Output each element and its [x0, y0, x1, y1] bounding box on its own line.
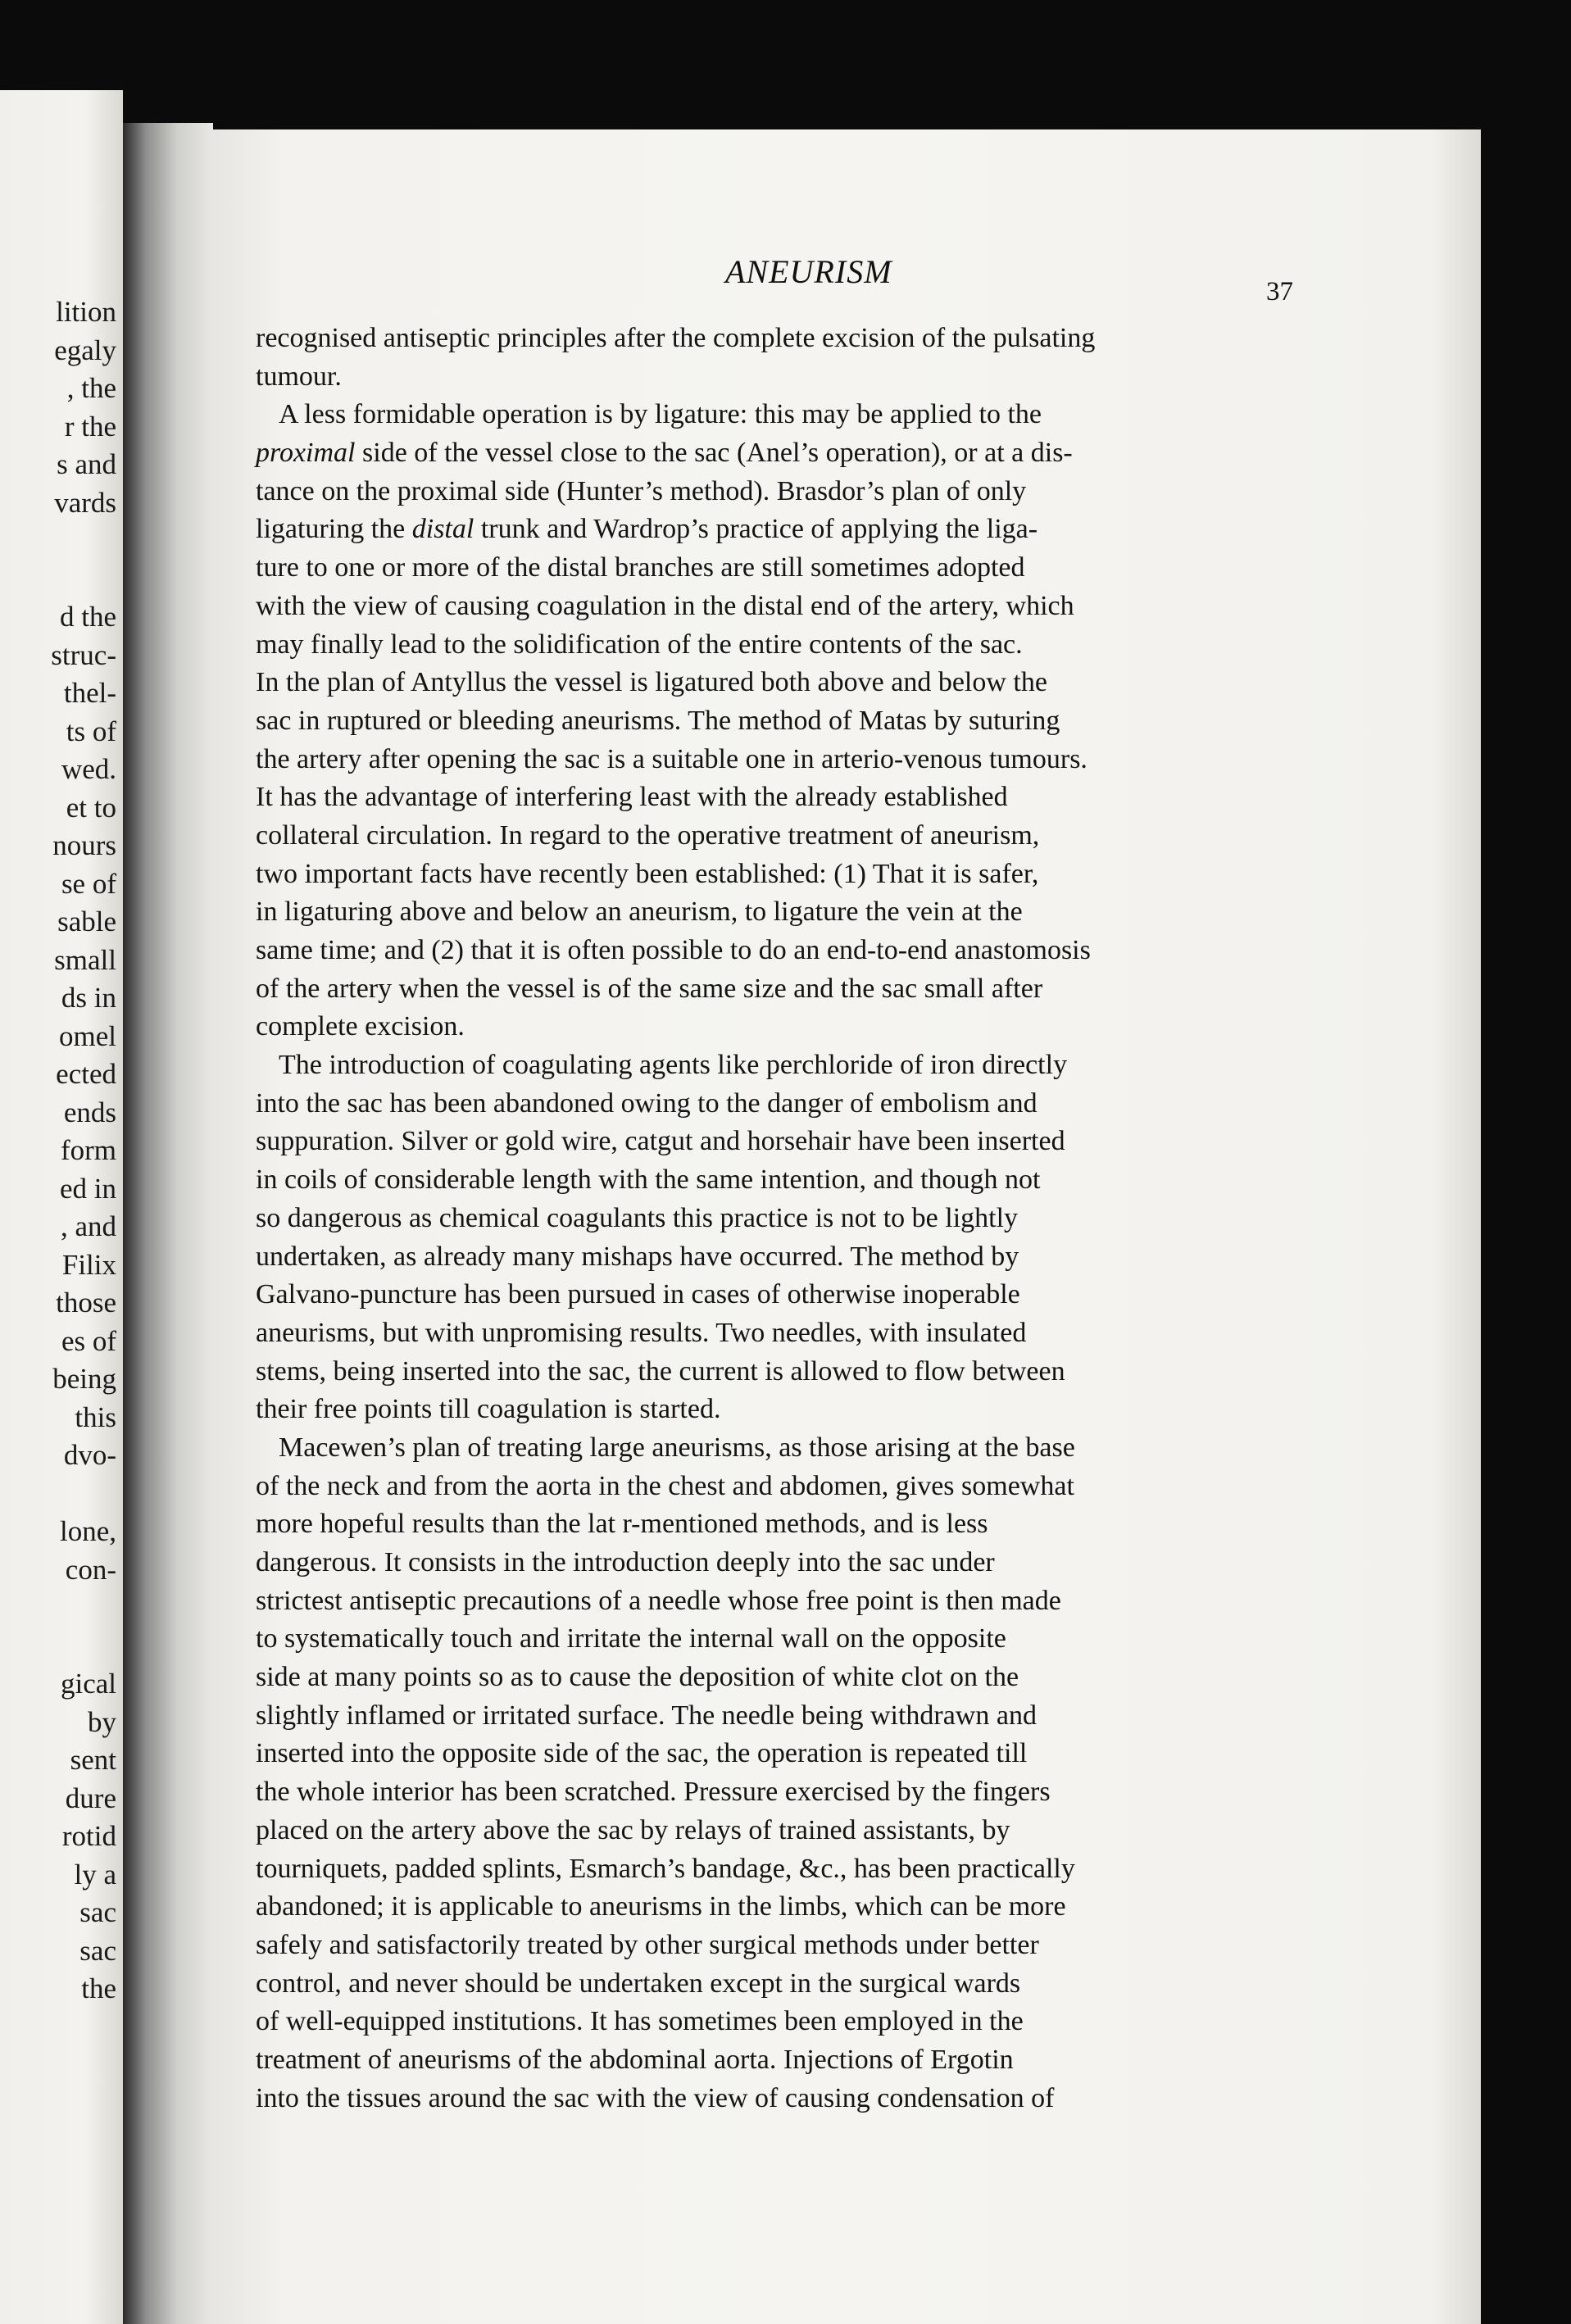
text-line: A less formidable operation is by ligature: this may be applied to the	[279, 399, 1042, 430]
left-facing-page	[0, 90, 123, 2324]
text-line: slightly inflamed or irritated surface. The needle being withdrawn and	[256, 1700, 1037, 1731]
text-line: side at many points so as to cause the deposition of white clot on the	[256, 1662, 1019, 1693]
left-page-fragment	[0, 1475, 116, 1514]
text-line: tumour.	[256, 361, 342, 392]
text-line: with the view of causing coagulation in the distal end of the artery, which	[256, 590, 1074, 621]
text-line: abandoned; it is applicable to aneurisms in the limbs, which can be more	[256, 1891, 1066, 1922]
text-line: sac in ruptured or bleeding aneurisms. The method of Matas by suturing	[256, 705, 1060, 736]
text-line: in ligaturing above and below an aneurism, to ligature the vein at the	[256, 896, 1023, 928]
italic-term: distal	[411, 514, 474, 545]
left-page-fragment	[0, 522, 116, 561]
text-line: treatment of aneurisms of the abdominal aorta. Injections of Ergotin	[256, 2044, 1014, 2075]
left-page-fragment	[0, 561, 116, 599]
left-page-fragment: sent	[70, 1744, 116, 1776]
text-line: two important facts have recently been established: (1) That it is safer,	[256, 858, 1039, 889]
text-line: collateral circulation. In regard to the operative treatment of aneurism,	[256, 819, 1040, 851]
text-line: to systematically touch and irritate the internal wall on the opposite	[256, 1623, 1006, 1654]
book-page	[209, 129, 1481, 2324]
left-page-fragment: lition	[56, 296, 116, 328]
left-page-fragment	[0, 1627, 116, 1666]
text-line: of well-equipped institutions. It has sometimes been employed in the	[256, 2006, 1024, 2037]
text-line: strictest antiseptic precautions of a needle whose free point is then made	[256, 1585, 1061, 1616]
text-line: same time; and (2) that it is often possible to do an end-to-end anastomosis	[256, 935, 1091, 965]
text-line	[256, 434, 1313, 473]
text-line: recognised antiseptic principles after the complete excision of the pulsating	[256, 323, 1096, 353]
text-line	[256, 511, 1313, 549]
text-line: In the plan of Antyllus the vessel is ligatured both above and below the	[256, 667, 1047, 698]
text-line: the whole interior has been scratched. Pressure exercised by the fingers	[256, 1777, 1051, 1808]
text-line: suppuration. Silver or gold wire, catgut and horsehair have been inserted	[256, 1126, 1065, 1157]
left-page-fragment: vards	[54, 486, 116, 519]
left-page-fragment	[0, 1589, 116, 1627]
left-page-fragment: form	[60, 1134, 116, 1166]
left-page-fragment: nours	[52, 829, 116, 861]
left-page-fragment: d the	[59, 601, 116, 633]
left-page-text	[0, 293, 116, 2009]
text-line: dangerous. It consists in the introduction deeply into the sac under	[256, 1547, 995, 1577]
text-segment: ligaturing the	[256, 514, 412, 545]
text-line: tance on the proximal side (Hunter’s method). Brasdor’s plan of only	[256, 475, 1027, 506]
left-page-fragment: struc-	[51, 638, 116, 671]
left-page-fragment: et to	[66, 791, 116, 824]
left-page-fragment: es of	[61, 1324, 116, 1357]
text-line: aneurisms, but with unpromising results. Two needles, with insulated	[256, 1317, 1027, 1348]
page-number: 37	[1266, 277, 1293, 306]
left-page-fragment: ds in	[61, 982, 116, 1014]
text-line: tourniquets, padded splints, Esmarch’s bandage, &c., has been practically	[256, 1853, 1075, 1884]
text-line: control, and never should be undertaken except in the surgical wards	[256, 1968, 1021, 1999]
left-page-fragment: , and	[60, 1210, 116, 1242]
italic-term: proximal	[256, 438, 356, 469]
left-page-fragment: thel-	[63, 677, 116, 709]
text-line: of the artery when the vessel is of the same size and the sac small after	[256, 973, 1043, 1004]
left-page-fragment: ed in	[59, 1172, 116, 1205]
left-page-fragment: sable	[57, 906, 116, 937]
book-gutter	[123, 123, 213, 2324]
left-page-fragment: egaly	[54, 334, 116, 366]
text-segment: trunk and Wardrop’s practice of applying the liga-	[474, 514, 1038, 545]
text-line: Macewen’s plan of treating large aneurisms, as those arising at the base	[279, 1432, 1075, 1463]
left-page-fragment: ected	[56, 1058, 116, 1090]
text-line: undertaken, as already many mishaps have occurred. The method by	[256, 1241, 1019, 1272]
left-page-fragment: those	[56, 1287, 116, 1319]
left-page-fragment: by	[88, 1705, 116, 1738]
left-page-fragment: se of	[61, 867, 116, 900]
text-line: It has the advantage of interfering least with the already established	[256, 782, 1008, 813]
left-page-fragment: , the	[66, 372, 116, 404]
left-page-fragment: sac	[79, 1934, 116, 1967]
text-line: inserted into the opposite side of the sac, the operation is repeated till	[256, 1738, 1028, 1769]
left-page-fragment: sac	[79, 1896, 116, 1928]
text-line: into the sac has been abandoned owing to the danger of embolism and	[256, 1087, 1037, 1119]
text-segment: side of the vessel close to the sac (Anel’s operation), or at a dis-	[355, 438, 1073, 469]
text-line: stems, being inserted into the sac, the current is allowed to flow between	[256, 1355, 1065, 1387]
running-head: ANEURISM	[725, 253, 892, 290]
text-line: placed on the artery above the sac by relays of trained assistants, by	[256, 1814, 1010, 1845]
text-line: more hopeful results than the lat r-mentioned methods, and is less	[256, 1509, 988, 1540]
left-page-fragment: wed.	[61, 753, 116, 785]
left-page-fragment: dvo-	[63, 1439, 116, 1471]
left-page-fragment: this	[75, 1400, 116, 1433]
text-line: their free points till coagulation is started.	[256, 1394, 721, 1425]
left-page-fragment: s and	[57, 448, 116, 480]
text-line: the artery after opening the sac is a suitable one in arterio-venous tumours.	[256, 743, 1087, 774]
left-page-fragment: r the	[64, 410, 116, 443]
left-page-fragment: the	[81, 1972, 116, 2004]
text-line: may finally lead to the solidification of the entire contents of the sac.	[256, 629, 1023, 660]
left-page-fragment: Filix	[61, 1248, 116, 1281]
left-page-fragment: small	[54, 943, 116, 976]
left-page-fragment: con-	[65, 1553, 116, 1586]
left-page-fragment: being	[52, 1363, 116, 1395]
left-page-fragment: rotid	[61, 1820, 116, 1852]
text-line: Galvano-puncture has been pursued in cases of otherwise inoperable	[256, 1279, 1020, 1310]
left-page-fragment: ly a	[74, 1858, 116, 1891]
body-text	[256, 320, 1313, 2117]
left-page-fragment: lone,	[59, 1515, 116, 1547]
text-line: complete excision.	[256, 1011, 465, 1042]
text-line: safely and satisfactorily treated by other surgical methods under better	[256, 1929, 1039, 1960]
text-line: of the neck and from the aorta in the chest and abdomen, gives somewhat	[256, 1470, 1074, 1501]
left-page-fragment: dure	[65, 1782, 116, 1814]
text-line: ture to one or more of the distal branches are still sometimes adopted	[256, 552, 1025, 583]
left-page-fragment: gical	[60, 1668, 116, 1700]
text-line: into the tissues around the sac with the view of causing condensation of	[256, 2082, 1055, 2113]
text-line: so dangerous as chemical coagulants this practice is not to be lightly	[256, 1202, 1019, 1233]
left-page-fragment: omel	[59, 1019, 116, 1052]
text-line: in coils of considerable length with the same intention, and though not	[256, 1164, 1041, 1196]
left-page-fragment: ends	[63, 1096, 116, 1128]
left-page-fragment: ts of	[66, 715, 116, 747]
text-line: The introduction of coagulating agents like perchloride of iron directly	[279, 1050, 1068, 1081]
